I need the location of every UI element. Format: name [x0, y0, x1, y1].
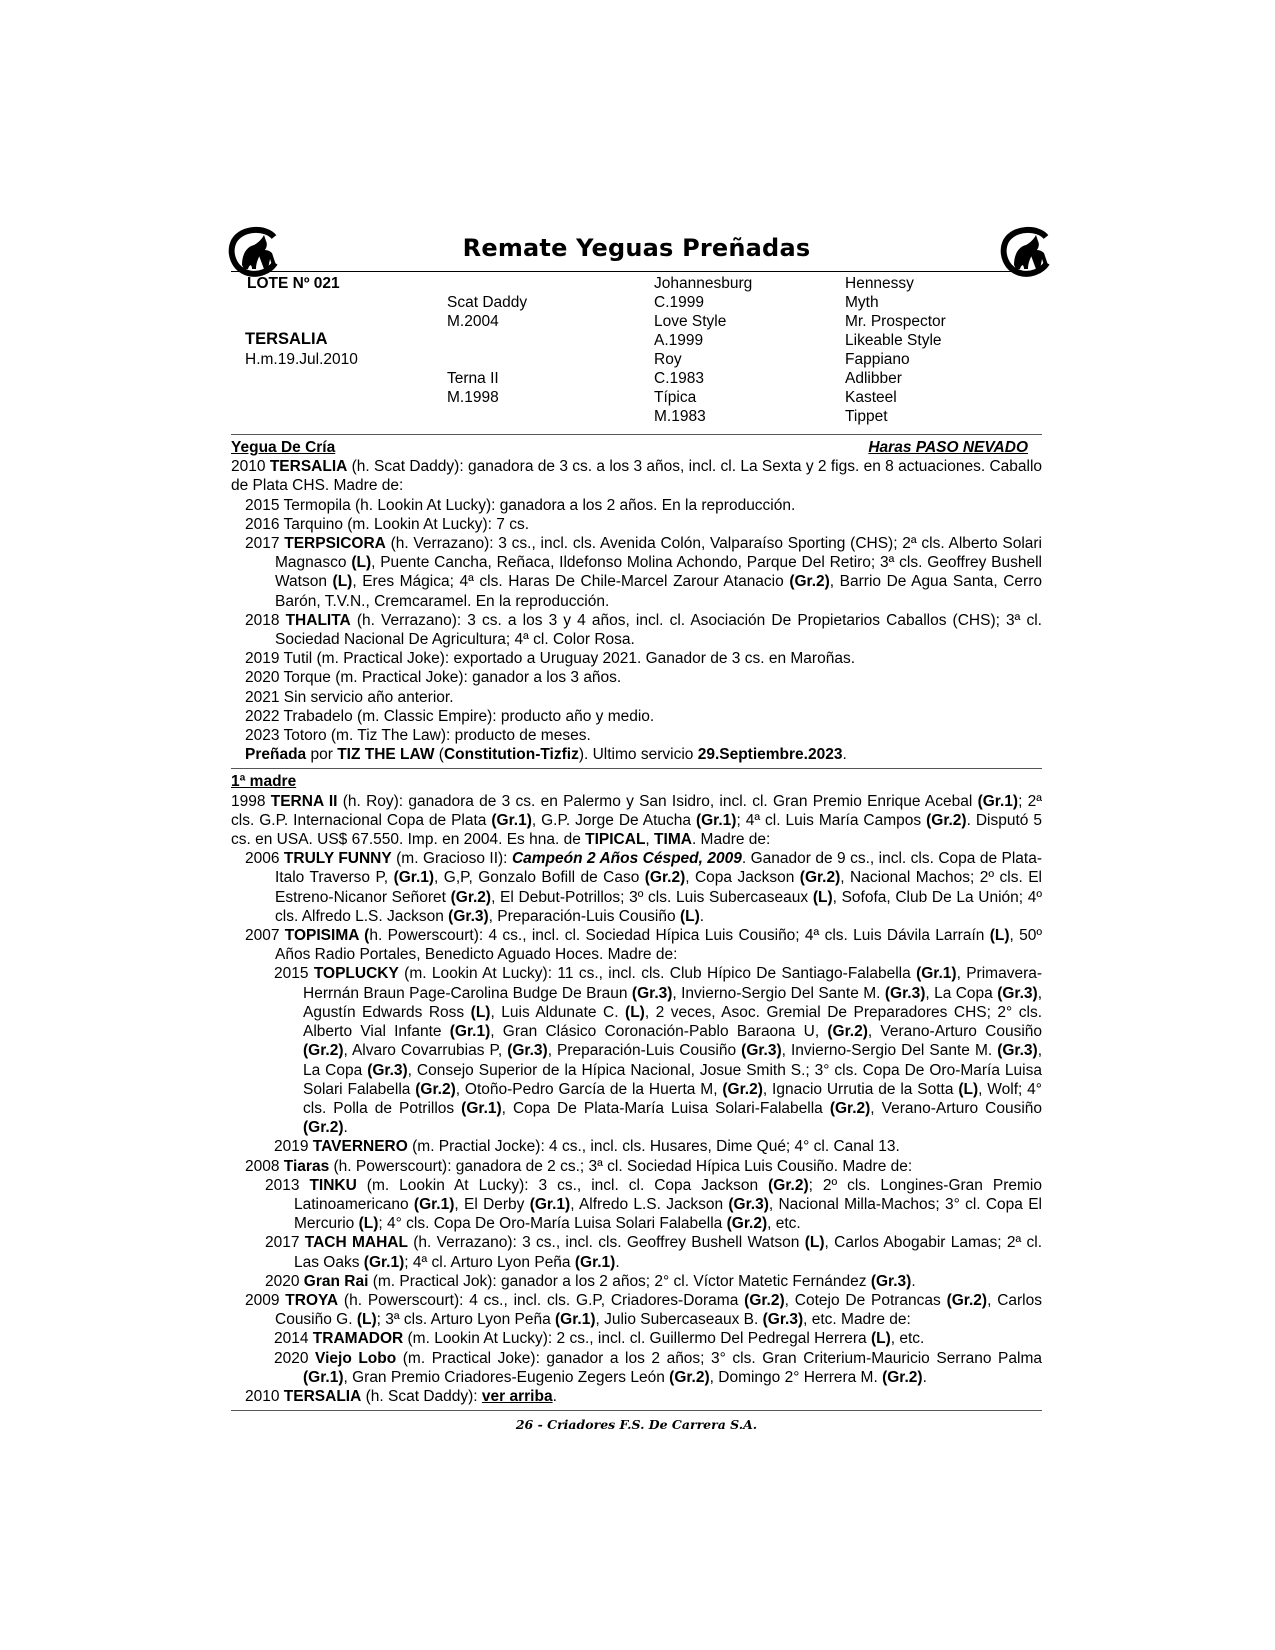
produce-entry: 2020 Gran Rai (m. Practical Jok): ganador a los 2 años; 2° cl. Víctor Matetic Fernández (Gr.3).: [265, 1272, 916, 1290]
great-grandparent-entry: Mr. Prospector: [845, 313, 946, 330]
page-footer: 26 - Criadores F.S. De Carrera S.A.: [515, 1417, 758, 1433]
produce-entry: 2009 TROYA (h. Powerscourt): 4 cs., incl. cls. G.P, Criadores-Dorama (Gr.2), Cotejo De Potrancas (Gr.2), Carlos Cousiño G. (L); 3ª cls. Arturo Lyon Peña (Gr.1), Julio Subercaseaux B. (Gr.3), etc. Madre de:: [245, 1291, 1042, 1329]
sire-name: Scat Daddy: [447, 294, 528, 311]
grandparent-entry: Love Style: [654, 313, 727, 330]
lot-number: LOTE Nº 021: [247, 275, 340, 292]
sire-info: M.2004: [447, 313, 499, 330]
catalog-page: [231, 225, 1042, 1432]
see-above-link[interactable]: ver arriba: [481, 1387, 553, 1405]
page-header: [231, 225, 1042, 271]
produce-entry: 2018 THALITA (h. Verrazano): 3 cs. a los 3 y 4 años, incl. cl. Asociación De Propietarios Caballos (CHS); 3ª cl. Sociedad Nacional De Agricultura; 4ª cl. Color Rosa.: [245, 611, 1042, 649]
produce-entry: 2015 TOPLUCKY (m. Lookin At Lucky): 11 cs., incl. cls. Club Hípico De Santiago-Falabella (Gr.1), Primavera-Herrnán Braun Page-Carolina Budge De Braun (Gr.3), Invierno-Sergio Del Sante M. (Gr.3), La Copa (Gr.3), Agustín Edwards Ross (L), Luis Aldunate C. (L), 2 veces, Asoc. Gremial De Preparadores CHS; 2° cls. Alberto Vial Infante (Gr.1), Gran Clásico Coronación-Pablo Baraona U, (Gr.2), Verano-Arturo Cousiño (Gr.2), Alvaro Covarrubias P, (Gr.3), Preparación-Luis Cousiño (Gr.3), Invierno-Sergio Del Sante M. (Gr.3), La Copa (Gr.3), Consejo Superior de la Hípica Nacional, Josue Smith S.; 3° cls. Copa De Oro-María Luisa Solari Falabella (Gr.2), Otoño-Pedro García de la Huerta M, (Gr.2), Ignacio Urrutia de la Sotta (L), Wolf; 4° cls. Polla de Potrillos (Gr.1), Copa De Plata-María Luisa Solari-Falabella (Gr.2), Verano-Arturo Cousiño (Gr.2).: [274, 965, 1043, 1137]
produce-entry: 2019 TAVERNERO (m. Practial Jocke): 4 cs., incl. cls. Husares, Dime Qué; 4° cl. Canal 13.: [274, 1138, 900, 1156]
produce-entry: 2010 TERSALIA (h. Scat Daddy): ver arriba.: [245, 1387, 557, 1405]
produce-entry: 2013 TINKU (m. Lookin At Lucky): 3 cs., incl. cl. Copa Jackson (Gr.2); 2º cls. Longines-Gran Premio Latinoamericano (Gr.1), El Derby (Gr.1), Alfredo L.S. Jackson (Gr.3), Nacional Milla-Machos; 3° cl. Copa El Mercurio (L); 4° cls. Copa De Oro-María Luisa Solari Falabella (Gr.2), etc.: [265, 1176, 1042, 1233]
grandparent-entry: C.1983: [654, 370, 704, 387]
pregnancy-note: Preñada por TIZ THE LAW (Constitution-Tizfiz). Ultimo servicio 29.Septiembre.2023.: [245, 746, 847, 764]
produce-entry: 2007 TOPISIMA (h. Powerscourt): 4 cs., incl. cl. Sociedad Hípica Luis Cousiño; 4ª cls. Luis Dávila Larraín (L), 50º Años Radio Portales, Benedicto Aguado Hoces. Madre de:: [245, 927, 1042, 964]
produce-entry: 2015 Termopila (h. Lookin At Lucky): ganadora a los 2 años. En la reproducción.: [245, 496, 796, 514]
grandparent-entry: Roy: [654, 351, 682, 368]
great-grandparent-entry: Likeable Style: [845, 332, 942, 349]
great-grandparent-entry: Tippet: [845, 408, 888, 425]
produce-entry: 2010 TERSALIA (h. Scat Daddy): ganadora de 3 cs. a los 3 años, incl. cl. La Sexta y 2 figs. en 8 actuaciones. Caballo de Plata CHS. Madre de:: [231, 458, 1043, 495]
great-grandparent-entry: Myth: [845, 294, 879, 311]
great-grandparent-entry: Fappiano: [845, 351, 910, 368]
grandparent-entry: C.1999: [654, 294, 704, 311]
produce-entry: 2021 Sin servicio año anterior.: [245, 688, 454, 706]
great-grandparent-entry: Kasteel: [845, 389, 897, 406]
produce-entry: 2006 TRULY FUNNY (m. Gracioso II): Campeón 2 Años Césped, 2009. Ganador de 9 cs., incl. cls. Copa de Plata-Italo Traverso P, (Gr.1), G,P, Gonzalo Bofill de Caso (Gr.2), Copa Jackson (Gr.2), Nacional Machos; 2º cls. El Estreno-Nicanor Señoret (Gr.2), El Debut-Potrillos; 3º cls. Luis Subercaseaux (L), Sofofa, Club De La Unión; 4º cls. Alfredo L.S. Jackson (Gr.3), Preparación-Luis Cousiño (L).: [245, 850, 1043, 925]
grandparent-entry: Típica: [654, 389, 697, 406]
dam-entry: 1998 TERNA II (h. Roy): ganadora de 3 cs. en Palermo y San Isidro, incl. cl. Gran Premio Enrique Acebal (Gr.1); 2ª cls. G.P. Internacional Copa de Plata (Gr.1), G.P. Jorge De Atucha (Gr.1); 4ª cl. Luis María Campos (Gr.2). Disputó 5 cs. en USA. US$ 67.550. Imp. en 2004. Es hna. de TIPICAL, TIMA. Madre de:: [231, 792, 1042, 849]
produce-entry: 2020 Torque (m. Practical Joke): ganador a los 3 años.: [245, 669, 622, 687]
footer-rule: [231, 1410, 1042, 1411]
produce-entry: 2019 Tutil (m. Practical Joke): exportado a Uruguay 2021. Ganador de 3 cs. en Maroñas.: [245, 650, 855, 668]
produce-entry: 2016 Tarquino (m. Lookin At Lucky): 7 cs.: [245, 515, 530, 533]
great-grandparent-entry: Adlibber: [845, 370, 902, 387]
great-grandparent-entry: Hennessy: [845, 275, 914, 292]
produce-entry: 2008 Tiaras (h. Powerscourt): ganadora de 2 cs.; 3ª cl. Sociedad Hípica Luis Cousiño. Madre de:: [245, 1157, 913, 1175]
grandparent-entry: A.1999: [654, 332, 704, 349]
pedigree-rule: [231, 434, 1042, 435]
horse-name: TERSALIA: [245, 330, 328, 348]
breeder-name: Haras PASO NEVADO: [868, 439, 1028, 456]
produce-entry: 2023 Totoro (m. Tiz The Law): producto de meses.: [245, 727, 591, 745]
breeding-heading: Yegua De Cría: [231, 439, 336, 456]
dam-heading: 1ª madre: [231, 773, 297, 791]
dam-section: [231, 772, 1042, 1406]
dam-info: M.1998: [447, 389, 499, 406]
horse-info: H.m.19.Jul.2010: [245, 351, 358, 368]
pedigree-table: [231, 272, 1042, 434]
dam-name: Terna II: [447, 370, 499, 387]
page-title: Remate Yeguas Preñadas: [462, 234, 811, 262]
breeding-section: [231, 438, 1042, 764]
grandparent-entry: Johannesburg: [654, 275, 753, 292]
horse-logo-icon: [1000, 225, 1052, 277]
section-rule: [231, 768, 1042, 769]
produce-entry: 2014 TRAMADOR (m. Lookin At Lucky): 2 cs., incl. cl. Guillermo Del Pedregal Herrera (L), etc.: [274, 1330, 925, 1348]
grandparent-entry: M.1983: [654, 408, 706, 425]
produce-entry: 2017 TACH MAHAL (h. Verrazano): 3 cs., incl. cls. Geoffrey Bushell Watson (L), Carlos Abogabir Lamas; 2ª cl. Las Oaks (Gr.1); 4ª cl. Arturo Lyon Peña (Gr.1).: [265, 1234, 1043, 1271]
produce-entry: 2022 Trabadelo (m. Classic Empire): producto año y medio.: [245, 707, 655, 725]
produce-entry: 2017 TERPSICORA (h. Verrazano): 3 cs., incl. cls. Avenida Colón, Valparaíso Sporting (CHS); 2ª cls. Alberto Solari Magnasco (L), Puente Cancha, Reñaca, Ildefonso Molina Achondo, Parque Del Retiro; 3ª cls. Geoffrey Bushell Watson (L), Eres Mágica; 4ª cls. Haras De Chile-Marcel Zarour Atanacio (Gr.2), Barrio De Agua Santa, Cerro Barón, T.V.N., Cremcaramel. En la reproducción.: [245, 535, 1042, 610]
produce-entry: 2020 Viejo Lobo (m. Practical Joke): ganador a los 2 años; 3° cls. Gran Criterium-Mauricio Serrano Palma (Gr.1), Gran Premio Criadores-Eugenio Zegers León (Gr.2), Domingo 2° Herrera M. (Gr.2).: [274, 1349, 1042, 1386]
